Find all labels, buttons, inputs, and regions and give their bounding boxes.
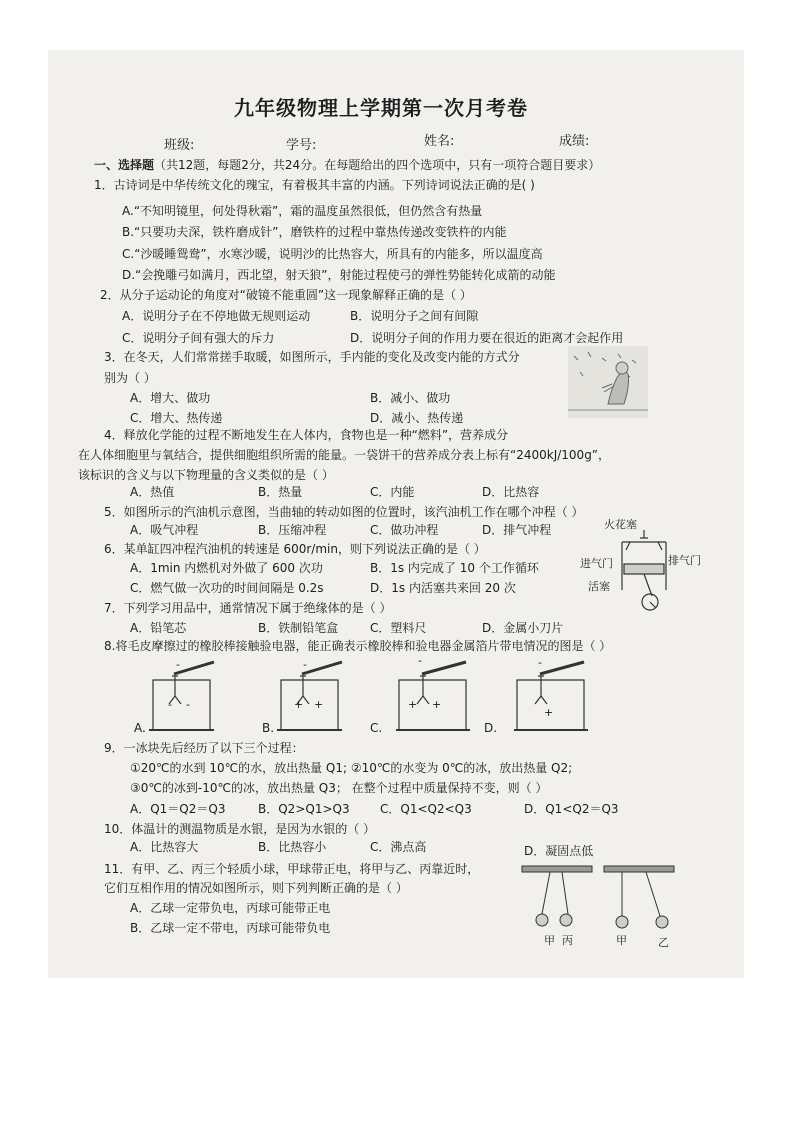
q1-option-b: B.“只要功夫深，铁杵磨成针”，磨铁杵的过程中靠热传递改变铁杵的内能 (122, 225, 507, 239)
q6-stem: 6．某单缸四冲程汽油机的转速是 600r/min，则下列说法正确的是（ ） (104, 542, 486, 556)
section-title: 一、选择题 (94, 158, 155, 172)
q4-stem-line2: 在人体细胞里与氧结合，提供细胞组织所需的能量。一袋饼干的营养成分表上标有“2400kJ/100g”， (78, 448, 611, 462)
engine-label-piston: 活塞 (588, 580, 610, 593)
q4-option-b: B．热量 (258, 485, 303, 499)
q1-option-a: A.“不知明镜里，何处得秋霜”，霜的温度虽然很低，但仍然含有热量 (122, 204, 483, 218)
q3-option-c: C．增大、热传递 (130, 411, 223, 425)
q10-option-b: B．比热容小 (258, 840, 327, 854)
sign-d-rod: - (538, 656, 542, 669)
q9-option-a: A．Q1＝Q2＝Q3 (130, 802, 226, 816)
ball-label-jia-1: 甲 (544, 934, 555, 947)
q7-stem: 7．下列学习用品中，通常情况下属于绝缘体的是（ ） (104, 601, 392, 615)
engine-diagram (614, 530, 684, 620)
q9-option-b: B．Q2>Q1>Q3 (258, 802, 350, 816)
field-student-id: 学号: (286, 138, 317, 153)
q2-option-d: D．说明分子间的作用力要在很近的距离才会起作用 (350, 331, 624, 345)
field-class: 班级: (164, 138, 195, 153)
q9-stem-line1: 9．一冰块先后经历了以下三个过程： (104, 741, 304, 755)
q4-stem-line1: 4．释放化学能的过程不断地发生在人体内，食物也是一种“燃料”，营养成分 (104, 428, 509, 442)
q7-option-d: D．金属小刀片 (482, 621, 564, 635)
electroscope-d (514, 662, 590, 734)
q8-option-c: C. (370, 721, 383, 735)
q2-option-b: B．说明分子之间有间隙 (350, 309, 479, 323)
sign-a-rod: - (176, 658, 180, 671)
exam-title: 九年级物理上学期第一次月考卷 (234, 96, 528, 120)
electroscope-b (276, 662, 346, 734)
q7-option-a: A．铅笔芯 (130, 621, 187, 635)
q1-stem: 1．古诗词是中华传统文化的瑰宝，有着极其丰富的内涵。下列诗词说法正确的是( ) (94, 178, 535, 192)
q5-option-b: B．压缩冲程 (258, 523, 327, 537)
q10-option-c: C．沸点高 (370, 840, 427, 854)
engine-label-intake-valve: 进气门 (580, 557, 613, 570)
sign-c-right: + (432, 698, 442, 711)
q1-option-d: D.“会挽雕弓如满月，西北望，射天狼”，射能过程使弓的弹性势能转化成箭的动能 (122, 268, 556, 282)
sign-c-left: + (408, 698, 418, 711)
q3-option-d: D．减小、热传递 (370, 411, 464, 425)
section-instruction: （共12题，每题2分，共24分。在每题给出的四个选项中，只有一项符合题目要求） (154, 158, 601, 172)
q6-option-c: C．燃气做一次功的时间间隔是 0.2s (130, 581, 324, 595)
q9-option-d: D．Q1<Q2＝Q3 (524, 802, 619, 816)
q5-stem: 5．如图所示的汽油机示意图，当曲轴的转动如图的位置时，该汽油机工作在哪个冲程（ ） (104, 505, 584, 519)
q8-option-a: A. (134, 721, 146, 735)
ball-label-yi: 乙 (658, 936, 669, 949)
q2-option-a: A．说明分子在不停地做无规则运动 (122, 309, 311, 323)
q9-stem-line3: ③0℃的冰到-10℃的冰，放出热量 Q3； 在整个过程中质量保持不变，则（ ） (130, 781, 548, 795)
sign-d-case: + (544, 706, 554, 719)
q6-option-b: B．1s 内完成了 10 个工作循环 (370, 561, 539, 575)
sign-a-left: - (168, 698, 172, 711)
q3-stem-line1: 3．在冬天，人们常常搓手取暖，如图所示，手内能的变化及改变内能的方式分 (104, 350, 520, 364)
q11-option-a: A．乙球一定带负电，丙球可能带正电 (130, 901, 331, 915)
exam-sheet (48, 50, 744, 978)
q8-option-d: D. (484, 721, 498, 735)
sign-a-right: - (186, 698, 190, 711)
q9-option-c: C．Q1<Q2<Q3 (380, 802, 472, 816)
q5-option-c: C．做功冲程 (370, 523, 439, 537)
ball-label-bing: 丙 (562, 934, 573, 947)
q11-option-b: B．乙球一定不带电，丙球可能带负电 (130, 921, 331, 935)
q11-stem-line2: 它们互相作用的情况如图所示，则下列判断正确的是（ ） (104, 881, 408, 895)
q3-option-a: A．增大、做功 (130, 391, 211, 405)
sign-c-rod: - (418, 654, 422, 667)
q8-stem: 8.将毛皮摩擦过的橡胶棒接触验电器，能正确表示橡胶棒和验电器金属箔片带电情况的图是（ ） (104, 639, 612, 653)
sign-b-rod: - (303, 658, 307, 671)
engine-label-exhaust-valve: 排气门 (668, 554, 701, 567)
q6-option-a: A．1min 内燃机对外做了 600 次功 (130, 561, 323, 575)
q3-stem-line2: 别为（ ） (104, 371, 156, 385)
q4-option-a: A．热值 (130, 485, 175, 499)
field-score: 成绩: (559, 134, 590, 149)
q4-stem-line3: 该标识的含义与以下物理量的含义类似的是（ ） (78, 468, 334, 482)
section-heading (94, 156, 600, 173)
q2-option-c: C．说明分子间有强大的斥力 (122, 331, 275, 345)
q7-option-c: C．塑料尺 (370, 621, 427, 635)
q6-option-d: D．1s 内活塞共来回 20 次 (370, 581, 516, 595)
q11-stem-line1: 11．有甲、乙、丙三个轻质小球，甲球带正电，将甲与乙、丙靠近时， (104, 862, 480, 876)
sign-b-left: + (294, 698, 304, 711)
ball-label-jia-2: 甲 (616, 934, 627, 947)
q3-figure-hands (568, 346, 648, 418)
q5-option-a: A．吸气冲程 (130, 523, 199, 537)
q2-stem: 2．从分子运动论的角度对“破镜不能重圆”这一现象解释正确的是（ ） (100, 288, 472, 302)
q10-option-d: D．凝固点低 (524, 844, 594, 858)
q4-option-d: D．比热容 (482, 485, 540, 499)
q9-stem-line2: ①20℃的水到 10℃的水，放出热量 Q1; ②10℃的水变为 0℃的冰，放出热量 Q2; (130, 761, 573, 775)
electroscope-a (148, 662, 218, 734)
q3-option-b: B．减小、做功 (370, 391, 451, 405)
q4-option-c: C．内能 (370, 485, 415, 499)
q7-option-b: B．铁制铅笔盒 (258, 621, 339, 635)
q8-option-b: B. (262, 721, 275, 735)
sign-b-right: + (314, 698, 324, 711)
q10-stem: 10．体温计的测温物质是水银，是因为水银的（ ） (104, 822, 376, 836)
q10-option-a: A．比热容大 (130, 840, 199, 854)
q5-option-d: D．排气冲程 (482, 523, 552, 537)
field-name: 姓名: (424, 134, 455, 149)
engine-label-spark-plug: 火花塞 (604, 518, 637, 531)
q1-option-c: C.“沙暖睡鸳鸯”，水寒沙暖，说明沙的比热容大，所具有的内能多，所以温度高 (122, 247, 543, 261)
